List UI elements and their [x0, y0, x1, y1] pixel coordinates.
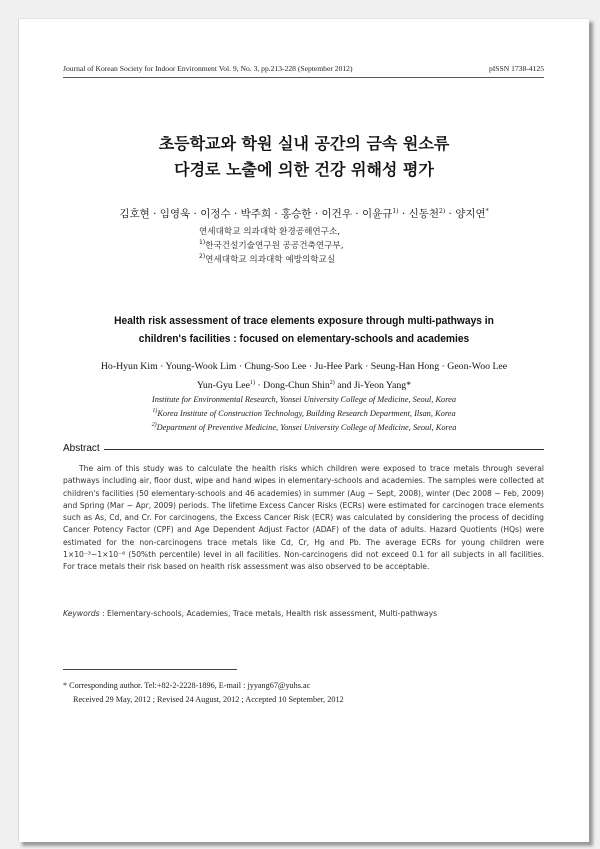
english-affiliation-1-sup: 1): [152, 408, 158, 414]
english-title-line-2: children's facilities : focused on elementary-schools and academies: [138, 333, 470, 345]
footnote: [63, 679, 344, 707]
korean-affiliations: [199, 225, 343, 267]
korean-title: [19, 131, 589, 183]
english-title-line-1: Health risk assessment of trace elements exposure through multi-pathways in: [114, 315, 494, 327]
english-authors: [19, 357, 589, 395]
korean-title-line-1: 초등학교와 학원 실내 공간의 금속 원소류: [158, 134, 450, 153]
keywords: [63, 609, 544, 618]
english-title: [39, 312, 569, 348]
english-authors-sup-1: 1): [249, 380, 255, 386]
korean-affiliation-0: 연세대학교 의과대학 환경공해연구소,: [199, 227, 341, 237]
footnote-divider: [63, 669, 237, 670]
english-affiliation-1-text: Korea Institute of Construction Technology, Building Research Department, Ilsan, Korea: [157, 409, 456, 418]
paper-page: [18, 18, 589, 842]
english-authors-line-1: Ho-Hyun Kim · Young-Wook Lim · Chung-Soo Lee · Ju-Hee Park · Seung-Han Hong · Geon-Woo Lee: [100, 361, 508, 372]
korean-authors-part-1: 김호현 · 임영욱 · 이정수 · 박주희 · 홍승한 · 이건우 · 이윤규: [119, 208, 393, 220]
korean-affiliation-1: [199, 239, 343, 253]
english-affiliation-2: [19, 421, 589, 435]
korean-affiliation-2-text: 연세대학교 의과대학 예방의학교실: [205, 255, 336, 265]
korean-affiliation-1-text: 한국건설기술연구원 공공건축연구부,: [205, 241, 344, 251]
korean-authors-part-2: · 신동천: [398, 208, 440, 220]
english-affiliation-1: [19, 407, 589, 421]
korean-authors-sup-3: *: [485, 208, 489, 215]
received-dates: Received 29 May, 2012 ; Revised 24 August, 2012 ; Accepted 10 September, 2012: [73, 695, 344, 704]
korean-affiliation-2: [199, 253, 343, 267]
english-authors-part-2: · Dong-Chun Shin: [254, 380, 330, 391]
english-affiliation-2-text: Department of Preventive Medicine, Yonsei University College of Medicine, Seoul, Korea: [156, 423, 457, 432]
english-authors-sup-2: 2): [329, 380, 335, 386]
abstract-label: Abstract: [63, 443, 100, 454]
abstract-heading: [63, 443, 544, 454]
korean-affiliation-2-sup: 2): [199, 253, 206, 260]
keywords-label: Keywords: [63, 609, 100, 618]
english-affiliation-0: Institute for Environmental Research, Yonsei University College of Medicine, Seoul, Korea: [151, 395, 457, 404]
english-affiliations: [19, 393, 589, 435]
abstract-text: The aim of this study was to calculate the health risks which children were exposed to trace metals through several pathways including air, floor dust, wipe and hand wipes in elementary-schools and academies. The samples were collected at children's facilities (50 elementary-schools and 46 academies) in summer (Aug ~ Sept, 2008), winter (Dec 2008 ~ Feb, 2009) and Spring (Mar ~ Apr, 2009) periods. The lifetime Excess Cancer Risks (ECRs) were estimated for carcinogen trace elements such as As, Cd, and Cr. For carcinogens, the Excess Cancer Risk (ECR) was calculated by considering the process of deciding Cancer Potency Factor (CPF) and Age Dependent Adjust Factor (ADAF) of the data of adults. Hazard Quotients (HQs) were estimated for the non-carcinogens trace metals like Cd, Cr, Hg and Pb. The average ECRs for young children were 1×10⁻³~1×10⁻⁶ (50%th percentile) level in all facilities. Non-carcinogens did not exceed 0.1 for all subjects in all facilities. For trace metals their risk based on health risk assessment was also observed to be acceptable.: [63, 464, 544, 572]
korean-authors-sup-1: 1): [392, 208, 399, 215]
keywords-text: : Elementary-schools, Academies, Trace metals, Health risk assessment, Multi-pathways: [99, 609, 438, 618]
english-authors-part-3: and Ji-Yeon Yang*: [334, 380, 412, 391]
korean-authors-sup-2: 2): [439, 208, 446, 215]
korean-title-line-2: 다경로 노출에 의한 건강 위해성 평가: [174, 160, 434, 179]
abstract-divider: [104, 449, 544, 450]
english-authors-part-1: Yun-Gyu Lee: [196, 380, 250, 391]
korean-authors-part-3: · 양지연: [445, 208, 486, 220]
korean-affiliation-1-sup: 1): [199, 239, 206, 246]
korean-authors: [19, 206, 589, 221]
corresponding-author: * Corresponding author. Tel:+82-2-2228-1896, E-mail : jyyang67@yuhs.ac: [63, 681, 311, 690]
journal-citation: Journal of Korean Society for Indoor Environment Vol. 9, No. 3, pp.213-228 (September 2012): [63, 64, 353, 73]
running-header: [63, 64, 544, 78]
issn: pISSN 1738-4125: [488, 64, 544, 73]
english-affiliation-2-sup: 2): [151, 422, 157, 428]
